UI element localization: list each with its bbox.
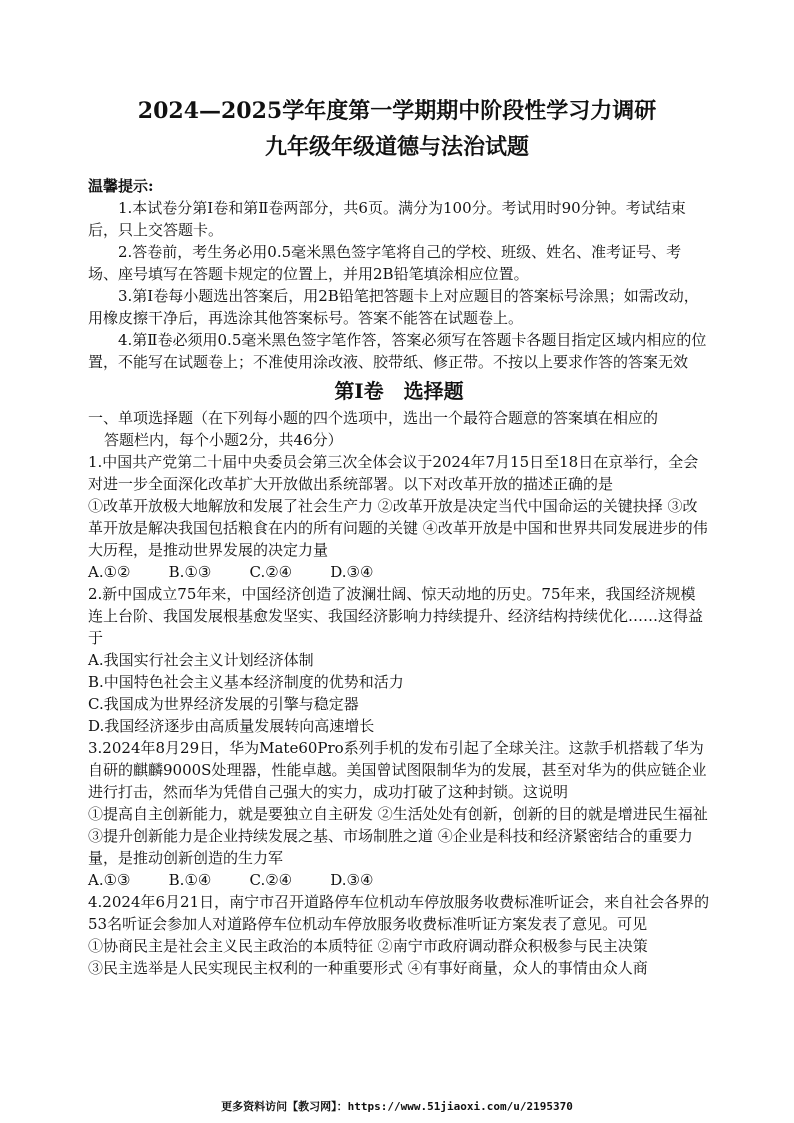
tip-item-2: 2.答卷前，考生务必用0.5毫米黑色签字笔将自己的学校、班级、姓名、准考证号、考场、座号填写在答题卡规定的位置上，并用2B铅笔填涂相应位置。 [88, 243, 682, 283]
question-4-statement-line-2: ③民主选举是人民实现民主权利的一种重要形式 ④有事好商量，众人的事情由众人商 [88, 959, 648, 977]
tip-item-4: 4.第Ⅱ卷必须用0.5毫米黑色签字笔作答，答案必须写在答题卡各题目指定区域内相应的位置，不能写在试题卷上；不准使用涂改液、胶带纸、修正带。不按以上要求作答的答案无效 [88, 331, 707, 371]
question-3-statements: ①提高自主创新能力，就是要独立自主研发 ②生活处处有创新，创新的目的就是增进民生福祉 ③提升创新能力是企业持续发展之基、市场制胜之道 ④企业是科技和经济紧密结合的重要力量，是推动创新创造的生力军 [88, 805, 708, 867]
question-1-options [88, 561, 710, 583]
option-a: A.我国实行社会主义计划经济体制 [88, 651, 314, 669]
question-3-stem: 3.2024年8月29日，华为Mate60Pro系列手机的发布引起了全球关注。这款手机搭载了华为自研的麒麟9000S处理器，性能卓越。美国曾试图限制华为的发展，甚至对华为的供应链企业进行打击，然而华为凭借自己强大的实力，成功打破了这种封锁。这说明 [88, 739, 707, 801]
tips-heading: 温馨提示: [88, 177, 154, 195]
question-4-stem: 4.2024年6月21日，南宁市召开道路停车位机动车停放服务收费标准听证会，来自社会各界的53名听证会参加人对道路停车位机动车停放服务收费标准听证方案发表了意见。可见 [88, 893, 710, 933]
option-b: B.①④ [168, 871, 212, 889]
exam-subtitle: 九年级年级道德与法治试题 [264, 134, 529, 160]
option-c: C.我国成为世界经济发展的引擎与稳定器 [88, 695, 359, 713]
tip-item-3: 3.第Ⅰ卷每小题选出答案后，用2B铅笔把答题卡上对应题目的答案标号涂黑；如需改动，用橡皮擦干净后，再选涂其他答案标号。答案不能答在试题卷上。 [88, 287, 699, 327]
question-4-statement-line-1: ①协商民主是社会主义民主政治的本质特征 ②南宁市政府调动群众积极参与民主决策 [88, 937, 648, 955]
option-c: C.②④ [249, 871, 293, 889]
option-c: C.②④ [249, 563, 293, 581]
option-d: D.我国经济逐步由高质量发展转向高速增长 [88, 717, 375, 735]
option-b: B.①③ [168, 563, 212, 581]
part-heading-line2: 答题栏内，每个小题2分，共46分） [104, 431, 343, 449]
exam-content [88, 175, 710, 979]
option-d: D.③④ [330, 871, 374, 889]
question-2-stem: 2.新中国成立75年来，中国经济创造了波澜壮阔、惊天动地的历史。75年来，我国经济规模连上台阶、我国发展根基愈发坚实、我国经济影响力持续提升、经济结构持续优化……这得益于 [88, 585, 704, 647]
option-b: B.中国特色社会主义基本经济制度的优势和活力 [88, 673, 404, 691]
section-title: 第Ⅰ卷 选择题 [334, 379, 464, 403]
option-d: D.③④ [330, 563, 374, 581]
footer-link[interactable]: 更多资料访问【教习网】：https://www.51jiaoxi.com/u/2195370 [221, 1100, 573, 1113]
question-1-statements: ①改革开放极大地解放和发展了社会生产力 ②改革开放是决定当代中国命运的关键抉择 ③改革开放是解决我国包括粮食在内的所有问题的关键 ④改革开放是中国和世界共同发展进步的伟大历程，是推动世界发展的决定力量 [88, 497, 708, 559]
option-a: A.①② [88, 563, 131, 581]
tip-item-1: 1.本试卷分第Ⅰ卷和第Ⅱ卷两部分，共6页。满分为100分。考试用时90分钟。考试结束后，只上交答题卡。 [88, 199, 686, 239]
question-1-stem: 1.中国共产党第二十届中央委员会第三次全体会议于2024年7月15日至18日在京举行，全会对进一步全面深化改革扩大开放做出系统部署。以下对改革开放的描述正确的是 [88, 453, 699, 493]
part-heading [88, 407, 710, 451]
option-a: A.①③ [88, 871, 131, 889]
question-3-options [88, 869, 710, 891]
exam-title: 2024—2025学年度第一学期期中阶段性学习力调研 [137, 98, 657, 124]
part-heading-line1: 一、单项选择题（在下列每小题的四个选项中，选出一个最符合题意的答案填在相应的 [88, 409, 659, 427]
